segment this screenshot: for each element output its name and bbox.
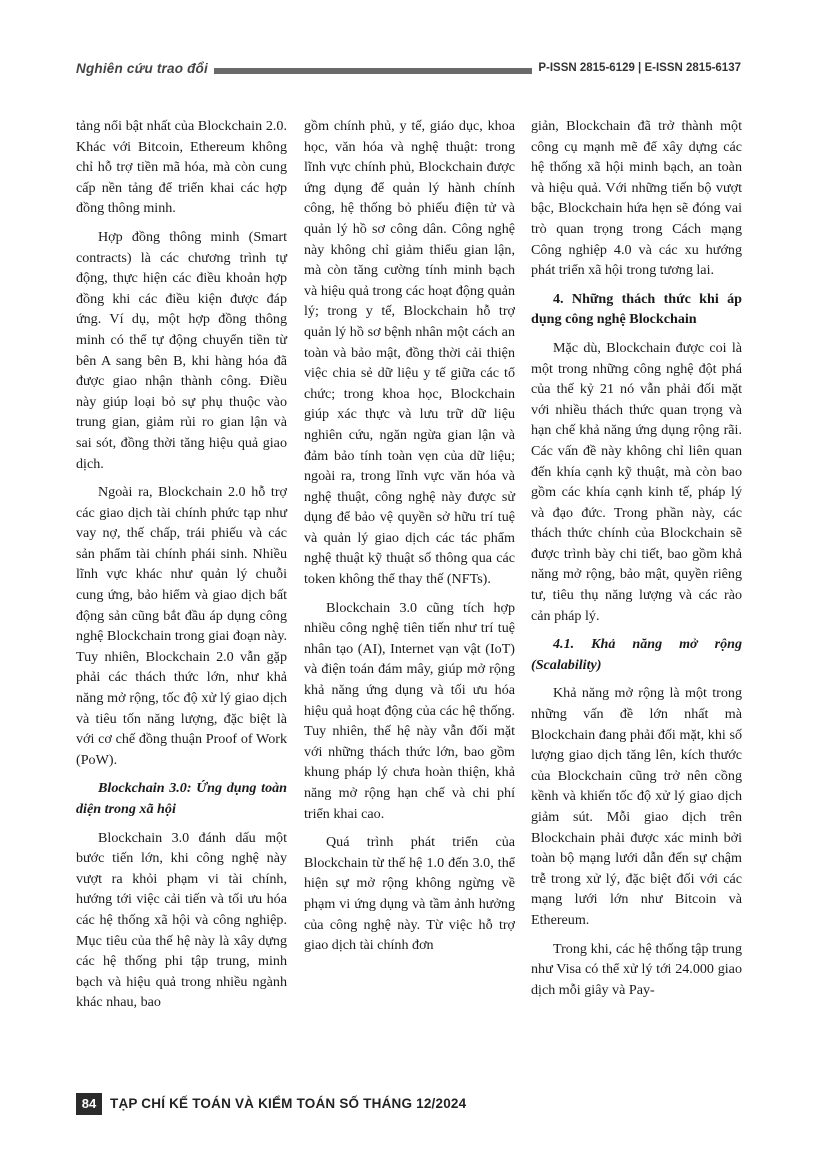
paragraph: Trong khi, các hệ thống tập trung như Visa có thể xử lý tới 24.000 giao dịch mỗi giây và Pay- <box>531 940 742 998</box>
running-header <box>0 60 819 82</box>
paragraph: tảng nổi bật nhất của Blockchain 2.0. Khác với Bitcoin, Ethereum không chỉ hỗ trợ tiền mã hóa, mà còn cung cấp nền tảng để triển khai các hợp đồng thông minh. <box>76 118 287 217</box>
journal-title: TẠP CHÍ KẾ TOÁN VÀ KIỂM TOÁN SỐ THÁNG 12/2024 <box>110 1096 467 1111</box>
issn-line: P-ISSN 2815-6129 | E-ISSN 2815-6137 <box>538 62 741 74</box>
subsection-heading: Blockchain 3.0: Ứng dụng toàn diện trong xã hội <box>76 780 287 817</box>
paragraph: Blockchain 3.0 đánh dấu một bước tiến lớn, khi công nghệ này vượt ra khỏi phạm vi tài chính, hướng tới việc cải tiến và tối ưu hóa các hệ thống xã hội và công nghiệp. Mục tiêu của thế hệ này là xây dựng các hệ thống phi tập trung, minh bạch và hiệu quả trong nhiều ngành khác nhau, bao <box>76 829 287 1011</box>
article-body <box>76 116 743 1046</box>
running-footer <box>76 1093 776 1117</box>
paragraph: Khả năng mở rộng là một trong những vấn đề lớn nhất mà Blockchain đang phải đối mặt, khi số lượng giao dịch tăng lên, kích thước của Blockchain cũng trở nên cồng kềnh và khiến tốc độ xử lý giao dịch giảm sút. Mỗi giao dịch trên Blockchain phải được xác minh bởi toàn bộ mạng lưới dẫn đến sự chậm trễ trong xử lý, đặc biệt đối với các mạng lưới lớn như Bitcoin và Ethereum. <box>531 685 742 928</box>
column-1 <box>76 116 287 1021</box>
page-number: 84 <box>76 1093 102 1115</box>
header-rule <box>214 68 532 74</box>
section-title: Nghiên cứu trao đổi <box>76 61 208 76</box>
paragraph: Hợp đồng thông minh (Smart contracts) là các chương trình tự động, thực hiện các điều khoản hợp đồng khi các điều kiện được đáp ứng. Ví dụ, một hợp đồng thông minh có thể tự động chuyển tiền từ bên A sang bên B, khi hàng hóa đã được giao nhận thành công. Điều này giúp loại bỏ sự phụ thuộc vào trung gian, giảm rủi ro gian lận và sai sót, đồng thời tăng hiệu quả giao dịch. <box>76 228 287 472</box>
paragraph: gồm chính phủ, y tế, giáo dục, khoa học, văn hóa và nghệ thuật: trong lĩnh vực chính phủ, Blockchain được ứng dụng để quản lý hành chính công, hệ thống bỏ phiếu điện tử và quản lý hồ sơ công dân. Công nghệ này không chỉ giảm thiểu gian lận, mà còn tăng cường tính minh bạch và hiệu quả trong các hoạt động quản lý; trong y tế, Blockchain hỗ trợ quản lý hồ sơ bệnh nhân một cách an toàn và bảo mật, đồng thời cải thiện việc chia sẻ dữ liệu y tế giữa các tổ chức; trong khoa học, Blockchain giúp xác thực và lưu trữ dữ liệu nghiên cứu, ngăn ngừa gian lận và đảm bảo tính toàn vẹn của dữ liệu; ngoài ra, trong lĩnh vực văn hóa và nghệ thuật, công nghệ này được sử dụng để bảo vệ quyền sở hữu trí tuệ và quản lý giao dịch các tác phẩm nghệ thuật kỹ thuật số thông qua các token không thể thay thế (NFTs). <box>304 118 515 588</box>
paragraph: giản, Blockchain đã trở thành một công cụ mạnh mẽ để xây dựng các hệ thống xã hội minh bạch, an toàn và hiệu quả. Với những tiến bộ vượt bậc, Blockchain hứa hẹn sẽ đóng vai trò quan trọng trong Cách mạng Công nghiệp 4.0 và các xu hướng phát triển xã hội trong tương lai. <box>531 118 742 279</box>
column-2 <box>304 116 515 964</box>
column-3 <box>531 116 742 1008</box>
paragraph: Blockchain 3.0 cũng tích hợp nhiều công nghệ tiên tiến như trí tuệ nhân tạo (AI), Internet vạn vật (IoT) và điện toán đám mây, giúp mở rộng khả năng ứng dụng và tối ưu hóa hiệu quả hoạt động của các hệ thống. Tuy nhiên, thế hệ này vẫn đối mặt với những thách thức lớn, bao gồm khung pháp lý chưa hoàn thiện, khả năng mở rộng hạn chế và chi phí triển khai cao. <box>304 599 515 822</box>
paragraph: Quá trình phát triển của Blockchain từ thế hệ 1.0 đến 3.0, thể hiện sự mở rộng không ngừng về phạm vi ứng dụng và tầm ảnh hưởng của công nghệ này. Từ việc hỗ trợ giao dịch tài chính đơn <box>304 834 515 954</box>
section-heading: 4. Những thách thức khi áp dụng công nghệ Blockchain <box>531 290 742 328</box>
paragraph: Mặc dù, Blockchain được coi là một trong những công nghệ đột phá của thế kỷ 21 nó vẫn phải đối mặt với nhiều thách thức quan trọng và hạn chế khả năng ứng dụng rộng rãi. Các vấn đề này không chỉ liên quan đến khía cạnh kỹ thuật, mà còn bao gồm các khía cạnh kinh tế, pháp lý và đạo đức. Trong phần này, các thách thức chính của Blockchain sẽ được trình bày chi tiết, bao gồm khả năng mở rộng, bảo mật, quyền riêng tư, tiêu thụ năng lượng và các rào cản pháp lý. <box>531 339 742 624</box>
subsection-heading: 4.1. Khả năng mở rộng (Scalability) <box>531 636 742 673</box>
paragraph: Ngoài ra, Blockchain 2.0 hỗ trợ các giao dịch tài chính phức tạp như vay nợ, thế chấp, trái phiếu và các sản phẩm tài chính phái sinh. Nhiều lĩnh vực khác như quản lý chuỗi cung ứng, bảo hiểm và giao dịch bất động sản cũng bắt đầu áp dụng công nghệ Blockchain trong giai đoạn này. Tuy nhiên, Blockchain 2.0 vẫn gặp phải các thách thức lớn, như khả năng mở rộng, tốc độ xử lý giao dịch và tiêu tốn năng lượng, đặc biệt là với cơ chế đồng thuận Proof of Work (PoW). <box>76 484 287 768</box>
